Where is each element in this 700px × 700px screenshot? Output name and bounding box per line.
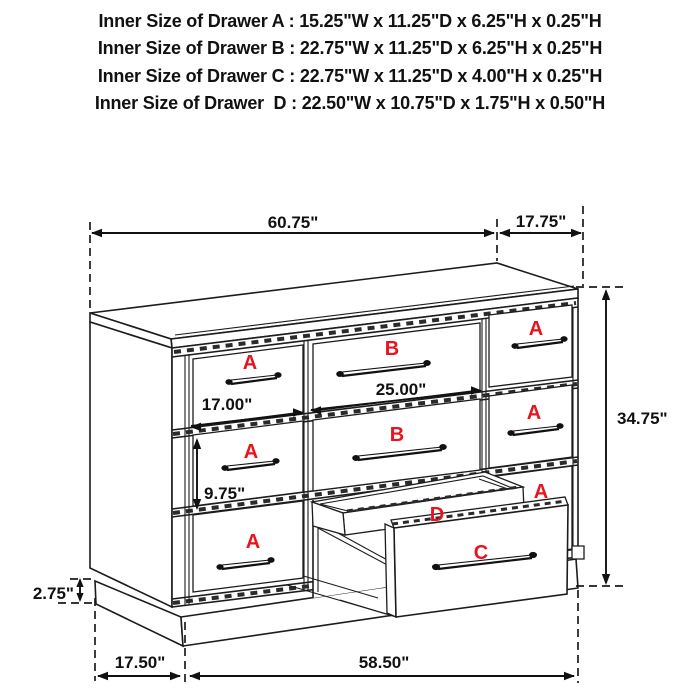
- label-drawer-a3: A: [245, 531, 261, 553]
- spec-line-drawer-b: Inner Size of Drawer B : 22.75"W x 11.25"D x 6.25"H x 0.25"H: [97, 38, 603, 59]
- dim-drawer-a-height-label: 9.75": [204, 484, 246, 503]
- dim-base-depth-label: 17.50": [114, 653, 166, 672]
- dim-base-width-label: 58.50": [358, 653, 410, 672]
- dim-drawer-a-width-label: 17.00": [201, 395, 253, 414]
- label-drawer-a-right2: A: [526, 402, 542, 424]
- dim-overall-height: [576, 287, 668, 586]
- front-right-leg: [572, 546, 584, 559]
- spec-line-drawer-d: Inner Size of Drawer D : 22.50"W x 10.75"D x 1.75"H x 0.50"H: [94, 93, 606, 114]
- label-drawer-d: D: [429, 504, 445, 526]
- dim-drawer-b-width-label: 25.00": [375, 380, 427, 399]
- label-drawer-a2: A: [243, 441, 259, 463]
- spec-line-drawer-a: Inner Size of Drawer A : 15.25"W x 11.25"D x 6.25"H x 0.25"H: [98, 11, 602, 31]
- dim-top-depth-label: 17.75": [515, 212, 567, 231]
- label-drawer-a1: A: [242, 352, 258, 374]
- dim-top-width-label: 60.75": [267, 213, 319, 232]
- label-drawer-b1: B: [384, 338, 400, 360]
- dim-overall-height-label: 34.75": [617, 409, 668, 428]
- cabinet-left-panel: [90, 322, 172, 607]
- dim-base-height-label: 2.75": [32, 584, 74, 603]
- label-drawer-b2: B: [389, 424, 405, 446]
- spec-line-drawer-c: Inner Size of Drawer C : 22.75"W x 11.25"D x 4.00"H x 0.25"H: [97, 65, 603, 86]
- label-drawer-a-right3: A: [533, 481, 549, 503]
- label-drawer-a-right1: A: [528, 318, 544, 340]
- dim-base-height: [33, 578, 97, 603]
- label-drawer-c: C: [473, 542, 489, 564]
